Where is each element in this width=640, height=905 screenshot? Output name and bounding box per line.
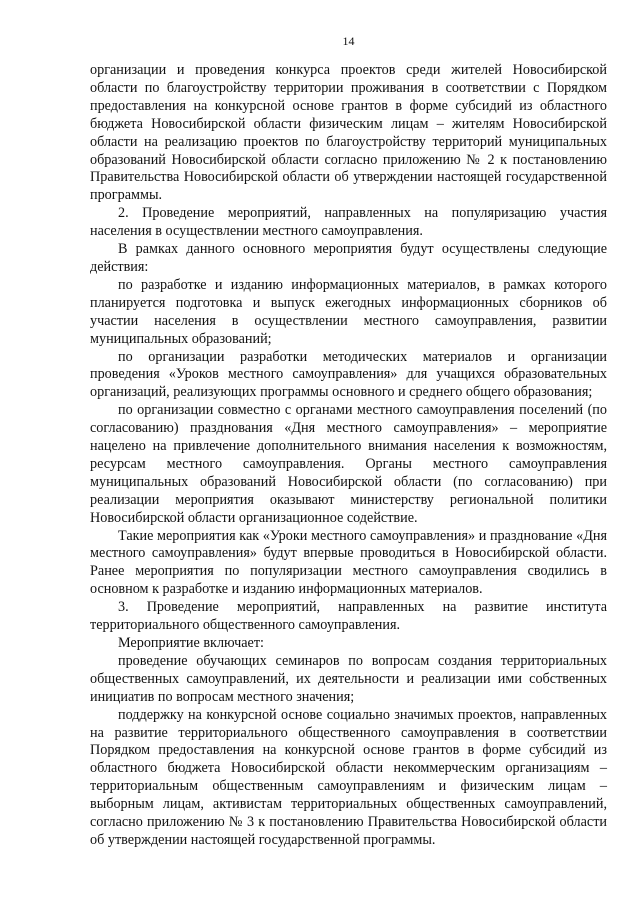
paragraph-1: организации и проведения конкурса проектов среди жителей Новосибирской области по благоустройству территории проживания в соответствии с Порядком предоставления на конкурсной основе грантов в форме субсидий из областного бюджета Новосибирской области физическим лицам – жителям Новосибирской области на реализацию проектов по благоустройству территорий муниципальных образований Новосибирской области согласно приложению № 2 к постановлению Правительства Новосибирской области об утверждении настоящей государственной программы. [90,62,607,204]
paragraph-5: по организации разработки методических материалов и организации проведения «Уроков местного самоуправления» для учащихся образовательных организаций, реализующих программы основного и среднего общего образования; [90,348,607,401]
paragraph-9: Мероприятие включает: [118,635,264,651]
paragraph-7: Такие мероприятия как «Уроки местного самоуправления» и празднование «Дня местного самоуправления» будут впервые проводиться в Новосибирской области. Ранее мероприятия по популяризации местного самоуправления сводились в основном к разработке и изданию информационных материалов. [90,527,607,598]
paragraph-6: по организации совместно с органами местного самоуправления поселений (по согласованию) празднования «Дня местного самоуправления» – мероприятие нацелено на привлечение дополнительного внимания населения к возможностям, ресурсам местного самоуправления. Органы местного самоуправления муниципальных образований Новосибирской области (по согласованию) при реализации мероприятия оказывают министерству региональной политики Новосибирской области организационное содействие. [90,402,607,526]
document-page [90,34,607,850]
page-number: 14 [342,34,355,48]
paragraph-10: проведение обучающих семинаров по вопросам создания территориальных общественных самоуправлений, их деятельности и реализации ими собственных инициатив по вопросам местного значения; [90,652,607,705]
paragraph-8: 3. Проведение мероприятий, направленных на развитие института территориального общественного самоуправления. [90,599,607,634]
paragraph-4: по разработке и изданию информационных материалов, в рамках которого планируется подготовка и выпуск ежегодных информационных сборников об участии населения в осуществлении местного самоуправления, развитии муниципальных образований; [90,276,607,347]
paragraph-2: 2. Проведение мероприятий, направленных на популяризацию участия населения в осуществлении местного самоуправления. [90,205,607,240]
paragraph-11: поддержку на конкурсной основе социально значимых проектов, направленных на развитие территориального общественного самоуправления в соответствии Порядком предоставления на конкурсной основе грантов в форме субсидий из областного бюджета Новосибирской области некоммерческим организациям – территориальным общественным самоуправлениям и физическим лицам – выборным лицам, активистам территориальных общественных самоуправлений, согласно приложению № 3 к постановлению Правительства Новосибирской области об утверждении настоящей государственной программы. [90,706,607,848]
paragraph-3: В рамках данного основного мероприятия будут осуществлены следующие действия: [90,241,607,275]
